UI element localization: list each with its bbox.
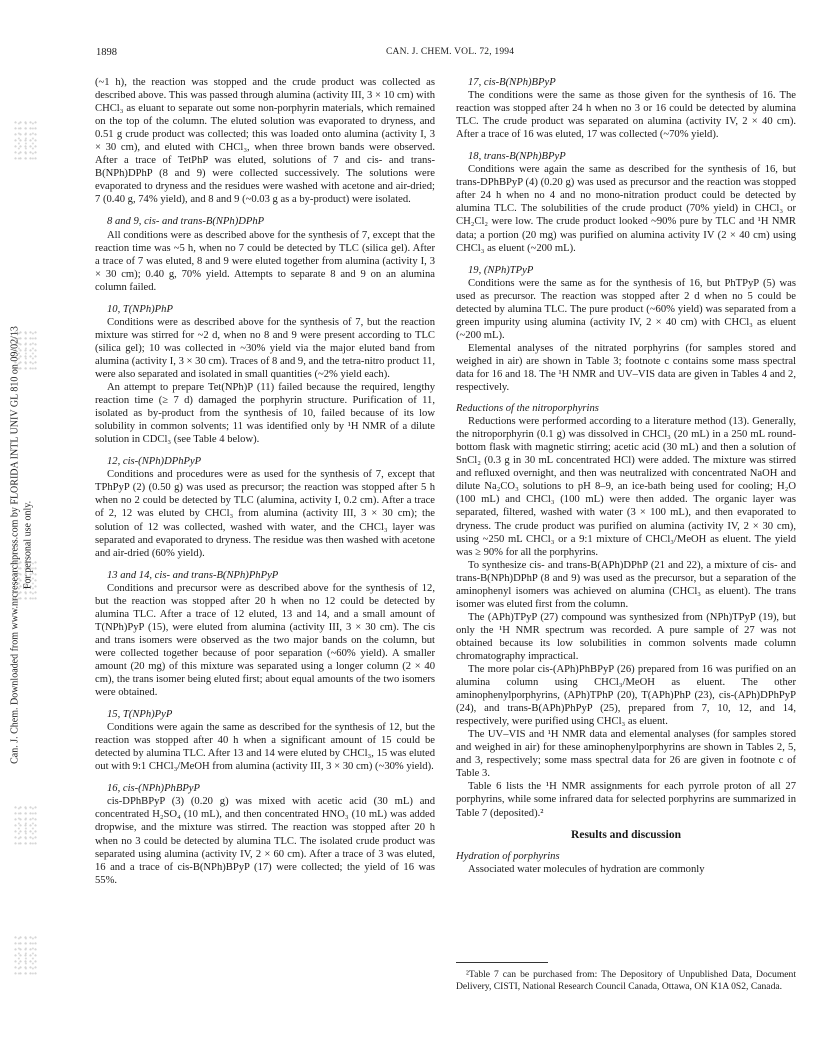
running-head <box>96 47 788 63</box>
subsection-heading: Hydration of porphyrins <box>456 850 560 862</box>
paragraph: Conditions and precursor were as described above for the synthesis of 12, but the reaction was stopped after 20 h when no 12 could be detected by alumina TLC. After a trace of 12 eluted, 13 and 14, and a small amount of T(NPh)PyP (15), were eluted from alumina (activity III, 3 × 30 cm). The cis and trans isomers were observed as the two major bands on the column, but were collected together because of poor separation (~60% yield). A smaller amount (20 mg) of this mixture was separated using a longer column (2 × 40 cm), the trans isomer being eluted first; about equal amounts of the two isomers were obtained. <box>95 582 435 699</box>
paragraph: The conditions were the same as those given for the synthesis of 16. The reaction was stopped after 24 h when no 3 or 16 could be detected by alumina TLC. The crude product was separated on alumina (activity IV, 2 × 40 cm). After a trace of 16 was eluted, 17 was collected (~70% yield). <box>456 90 796 141</box>
subsection-heading: 10, T(NPh)PhP <box>107 303 173 315</box>
paragraph: Conditions were the same as for the synthesis of 16, but PhTPyP (5) was used as precursor. The reaction was stopped after 2 d when no 5 could be detected by alumina TLC. The pure product (~60% yield) was separated from a green impurity using alumina (activity IV, 2 × 40 cm) with CHCl₃ as eluent (~200 mL). <box>456 277 796 341</box>
subsection-heading: 13 and 14, cis- and trans-B(NPh)PhPyP <box>107 569 279 581</box>
scan-speckle <box>14 120 38 160</box>
subsection-heading: 8 and 9, cis- and trans-B(NPh)DPhP <box>107 216 265 228</box>
paragraph: To synthesize cis- and trans-B(APh)DPhP (21 and 22), a mixture of cis- and trans-B(NPh)DPhP (8 and 9) was used as the precursor, but a separation of the aminophenyl isomers was achieved on alumina (CHCl₃ as eluent). The trans isomer was eluted first from the column. <box>456 559 796 610</box>
paragraph: Table 6 lists the ¹H NMR assignments for each pyrrole proton of all 27 porphyrins, while some infrared data for selected porphyrins are summarized in Table 7 (deposited).² <box>456 781 796 819</box>
page-number: 1898 <box>96 47 117 58</box>
subsection-heading: 15, T(NPh)PyP <box>107 709 173 721</box>
paragraph: The UV–VIS and ¹H NMR data and elemental analyses (for samples stored and weighed in air) for these aminophenylporphyrins are shown in Tables 2, 5, and 3, respectively; some mass spectral data for 26 are given in footnote c of Table 3. <box>456 729 796 780</box>
download-watermark <box>4 215 40 875</box>
footnote-text: ²Table 7 can be purchased from: The Depository of Unpublished Data, Document Delivery, CISTI, National Research Council Canada, Ottawa, ON K1A 0S2, Canada. <box>456 969 796 992</box>
paragraph: Associated water molecules of hydration are commonly <box>468 863 705 875</box>
subsection-heading: 17, cis-B(NPh)BPyP <box>468 77 556 88</box>
paragraph: (~1 h), the reaction was stopped and the crude product was collected as described above. This was passed through alumina (activity III, 3 × 10 cm) with CHCl₃ as eluant to separate out some non-porphyrin materials, which remained on the top of the column. The eluted solution was evaporated to dryness, and 0.51 g crude product was collected; this was loaded onto alumina (activity I, 3 × 30 cm), and eluted with CHCl₃, when three brown bands were observed. After a trace of TetPhP was eluted, solutions of 7 and cis- and trans-B(NPh)DPhP (8 and 9) were collected successively. The solutions were evaporated to dryness and the residues were washed with acetone and air-dried; 7 (0.40 g, 74% yield), and 8 and 9 (~0.03 g as a by-product) were isolated. <box>95 77 435 206</box>
subsection-heading: Reductions of the nitroporphyrins <box>456 403 599 415</box>
paragraph: The (APh)TPyP (27) compound was synthesized from (NPh)TPyP (19), but only the ¹H NMR spectrum was recorded. A pure sample of 27 was not obtained because its low solubilities in common solvents made column chromatography impractical. <box>456 611 796 662</box>
paragraph: Elemental analyses of the nitrated porphyrins (for samples stored and weighed in air) are shown in Table 3; footnote c contains some mass spectral data for 16 and 18. The ¹H NMR and UV–VIS data are given in Tables 4 and 2, respectively. <box>456 342 796 394</box>
footnote <box>456 969 796 993</box>
paragraph: All conditions were as described above for the synthesis of 7, except that the reaction time was ~5 h, when no 7 could be detected by TLC (silica gel). After a trace of 7 was eluted, 8 and 9 were eluted together from alumina (activity I, 3 × 30 cm); 0.40 g, 70% yield. Attempts to separate 8 and 9 on an alumina column failed. <box>95 229 435 293</box>
scan-speckle <box>14 935 38 975</box>
paragraph: Conditions were as described above for the synthesis of 7, but the reaction mixture was stirred for ~2 d, when no 8 and 9 were present according to TLC (silica gel); 10 was collected in ~30% yield via the major eluted band from alumina (activity I, 3 × 30 cm). Traces of 8 and 9, and the tetra-nitro product 11, were also separated and isolated in small quantities (~2% yield each). <box>95 316 435 380</box>
paragraph: Conditions were again the same as described for the synthesis of 16, but trans-DPhBPyP (4) (0.20 g) was used as precursor and the reaction was stopped after 24 h when no 4 and no mono-nitration product could be detected by alumina TLC. The solubilities of the crude product (70% yield) in CHCl₃ or CH₂Cl₂ were low. The crude product looked ~90% pure by TLC and ¹H NMR data; a portion (20 mg) was purified on alumina activity IV (2 × 40 cm) using CHCl₃ as eluent (~200 mL). <box>456 164 796 254</box>
subsection-heading: 16, cis-(NPh)PhBPyP <box>107 783 200 795</box>
subsection-heading: 18, trans-B(NPh)BPyP <box>468 151 566 163</box>
paragraph: An attempt to prepare Tet(NPh)P (11) failed because the required, lengthy reaction time (≥ 7 d) damaged the porphyrin structure. Purification of 11, isolated as by-product from the synthesis of 10, failed because of its low solubility in common solvents; 11 was identified only by ¹H NMR of a dilute solution in CDCl₃ (see Table 4 below). <box>95 382 435 446</box>
subsection-heading: 19, (NPh)TPyP <box>468 264 534 276</box>
paragraph: Reductions were performed according to a literature method (13). Generally, the nitroporphyrin (0.1 g) was dissolved in CHCl₃ (20 mL) in a 250 mL round-bottom flask with magnetic stirring; acetic acid (30 mL) and then a solution of SnCl₂ (0.3 g in 30 mL concentrated HCl) were added. The mixture was stirred and refluxed overnight, and then was neutralized with concentrated NaOH and dilute Na₂CO₃ solutions to pH 8–9, an ice-bath being used for cooling; H₂O (100 mL) and CHCl₃ (100 mL) were then added. The organic layer was separated, filtered, washed with water (3 × 100 mL), and then evaporated to dryness. The crude product was purified on alumina (activity IV, 2 × 30 cm), using ~250 mL CHCl₃ or a 9:1 mixture of CHCl₃/MeOH as eluent. The yield was ≥ 90% for all the porphyrins. <box>456 416 796 558</box>
left-column <box>95 76 435 887</box>
paragraph: cis-DPhBPyP (3) (0.20 g) was mixed with acetic acid (30 mL) and concentrated H₂SO₄ (10 mL), and then concentrated HNO₃ (10 mL) was added dropwise, and the mixture was stirred. The reaction was stopped after 20 h when no 3 could be detected by alumina TLC. The isolated crude product was separated using alumina (activity IV, 2 × 60 cm). After a trace of 3 was eluted, 16 and a trace of cis-B(NPh)BPyP (17) were collected; the yield of 16 was 55%. <box>95 796 435 886</box>
section-heading: Results and discussion <box>571 828 681 841</box>
paragraph: Conditions were again the same as described for the synthesis of 12, but the reaction was stopped after 40 h when a significant amount of 15 could be detected by alumina TLC. After 13 and 14 were eluted by CHCl₃, 15 was eluted out with 9:1 CHCl₃/MeOH from alumina (activity III, 3 × 30 cm) (~30% yield). <box>95 722 435 773</box>
paragraph: Conditions and procedures were as used for the synthesis of 7, except that TPhPyP (2) (0.50 g) was used as precursor; the reaction was stopped after 5 h when no 2 could be detected by TLC (alumina, activity I, 0.2 cm). After a trace of 2, 12 was eluted by CHCl₃ from alumina (activity III, 3 × 30 cm); the solution of 12 was collected, washed with water, and the CHCl₃ layer was separated and evaporated to dryness. The residue was then washed with acetone and air-dried (60% yield). <box>95 469 435 559</box>
journal-reference: CAN. J. CHEM. VOL. 72, 1994 <box>386 47 515 57</box>
watermark-line-1: Can. J. Chem. Downloaded from www.nrcresearchpress.com by FLORIDA INTL UNIV GL 810 on 09/02/13 <box>9 326 21 764</box>
right-column <box>456 76 796 876</box>
paragraph: The more polar cis-(APh)PhBPyP (26) prepared from 16 was purified on an alumina column using CHCl₃/MeOH as eluent. The other aminophenylporphyrins, (APh)TPhP (20), T(APh)PhP (23), cis-(APh)DPhPyP (24), and trans-B(APh)PhPyP (25), prepared from 7, 10, 12, and 14, respectively, were purified using CHCl₃ as eluent. <box>456 664 796 728</box>
footnote-divider <box>456 962 548 963</box>
subsection-heading: 12, cis-(NPh)DPhPyP <box>107 456 202 468</box>
watermark-line-2: For personal use only. <box>22 500 33 590</box>
